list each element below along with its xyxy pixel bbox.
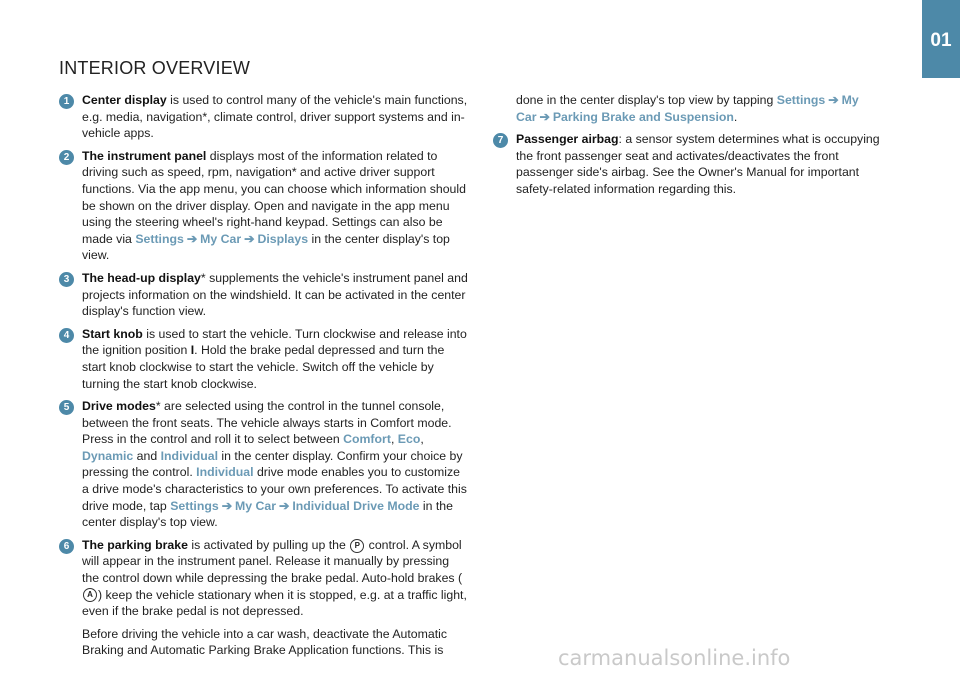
menu-path-displays: Displays — [257, 231, 309, 246]
item-number-badge: 6 — [59, 539, 74, 554]
item-text-end: . Hold the brake pedal depressed and turn the start knob clockwise to start the vehicle. Switch off the vehicle by turning the start knob clockwise. — [82, 343, 445, 391]
item-number-badge: 5 — [59, 400, 74, 415]
mode-dynamic: Dynamic — [82, 448, 134, 463]
item-text-2: in the center display. Confirm your choice by pressing the control. — [82, 448, 463, 480]
arrow-right-icon: ➔ — [221, 498, 233, 513]
menu-path-settings: Settings — [170, 498, 219, 513]
menu-path-individual-drive-mode: Individual Drive Mode — [292, 498, 420, 513]
separator: , — [390, 432, 398, 447]
list-item-6-continued — [493, 92, 883, 125]
menu-path-my-car: My Car — [516, 93, 859, 124]
mode-comfort: Comfort — [343, 432, 391, 447]
item-title: Passenger airbag — [516, 132, 619, 147]
separator: , — [420, 432, 424, 447]
item-text-3: drive mode enables you to customize a drive mode's characteristics to your own preferences. To activate this drive mode, tap — [82, 465, 467, 513]
mode-individual: Individual — [160, 448, 219, 463]
item-text: displays most of the information related to driving such as speed, rpm, navigation* and active driver support functions. Via the app menu, you can choose which information should be shown on the driver display. Open and navigate in the app menu using the steering wheel's right-hand keypad. Settings can also be made via — [82, 148, 466, 246]
list-item-6 — [59, 537, 469, 659]
item-text-2: control. A symbol will appear in the instrument panel. Release it manually by pressing the control down while depressing the brake pedal. Auto-hold brakes ( — [82, 537, 463, 586]
item-title: The parking brake — [82, 537, 188, 552]
menu-path-my-car: My Car — [200, 231, 242, 246]
arrow-right-icon: ➔ — [244, 231, 255, 246]
item-text: is activated by pulling up the — [187, 537, 350, 552]
page-title: INTERIOR OVERVIEW — [59, 58, 251, 78]
item-title: Center display — [82, 93, 167, 107]
item-number-badge: 1 — [59, 94, 74, 109]
list-item-1 — [59, 92, 469, 142]
mode-individual: Individual — [196, 465, 254, 480]
menu-path-my-car: My Car — [235, 498, 277, 513]
ignition-position: I — [190, 343, 195, 358]
mode-eco: Eco — [397, 432, 421, 447]
item-text: : a sensor system determines what is occupying the front passenger seat and activates/deactivates the front passenger side's airbag. See the Owner's Manual for important safety-related information regarding this. — [516, 132, 880, 196]
item-text: * supplements the vehicle's instrument panel and projects information on the windshield. It can be activated in the center display's function view. — [82, 270, 468, 319]
list-item-3 — [59, 270, 469, 320]
left-column — [59, 92, 469, 665]
item-number-badge: 4 — [59, 328, 74, 343]
list-item-7 — [493, 131, 883, 197]
chapter-number: 01 — [930, 30, 952, 51]
item-text-end: in the center display's top view. — [82, 231, 450, 263]
menu-path-settings: Settings — [135, 231, 184, 246]
item-title: The head-up display — [82, 270, 201, 285]
list-item-4 — [59, 326, 469, 392]
conjunction: and — [133, 448, 161, 463]
item-title: Start knob — [82, 326, 143, 341]
menu-path-parking-brake-suspension: Parking Brake and Suspension — [552, 109, 734, 124]
menu-path-settings: Settings — [776, 93, 826, 107]
item-text: is used to start the vehicle. Turn clockwise and release into the ignition position — [82, 326, 467, 358]
item-title: The instrument panel — [82, 148, 207, 163]
right-column — [493, 92, 883, 204]
list-item-5 — [59, 398, 469, 531]
chapter-tab — [922, 0, 960, 78]
item-text-end: in the center display's top view. — [82, 498, 453, 530]
period: . — [733, 109, 738, 124]
arrow-right-icon: ➔ — [186, 231, 198, 246]
item-paragraph-2: Before driving the vehicle into a car wash, deactivate the Automatic Braking and Automatic Parking Brake Application functions. This is — [82, 626, 448, 658]
arrow-right-icon: ➔ — [279, 498, 290, 513]
item-number-badge: 2 — [59, 150, 74, 165]
item-title: Drive modes — [82, 399, 156, 414]
item-number-badge: 7 — [493, 133, 508, 148]
item-text-continued: done in the center display's top view by tapping — [516, 93, 777, 107]
item-text: * are selected using the control in the tunnel console, between the front seats. The vehicle always starts in Comfort mode. Press in the control and roll it to select between — [82, 399, 452, 447]
item-number-badge: 3 — [59, 272, 74, 287]
arrow-right-icon: ➔ — [828, 93, 839, 107]
item-text-3: ) keep the vehicle stationary when it is stopped, e.g. at a traffic light, even if the brake pedal is not depressed. — [82, 587, 467, 619]
list-item-2 — [59, 148, 469, 264]
parking-brake-icon: P — [350, 539, 364, 553]
auto-hold-icon: A — [83, 588, 97, 602]
item-text: is used to control many of the vehicle's main functions, e.g. media, navigation*, climate control, driver support systems and in-vehicle apps. — [82, 93, 468, 141]
watermark: carmanualsonline.info — [558, 646, 791, 670]
arrow-right-icon: ➔ — [539, 109, 550, 124]
